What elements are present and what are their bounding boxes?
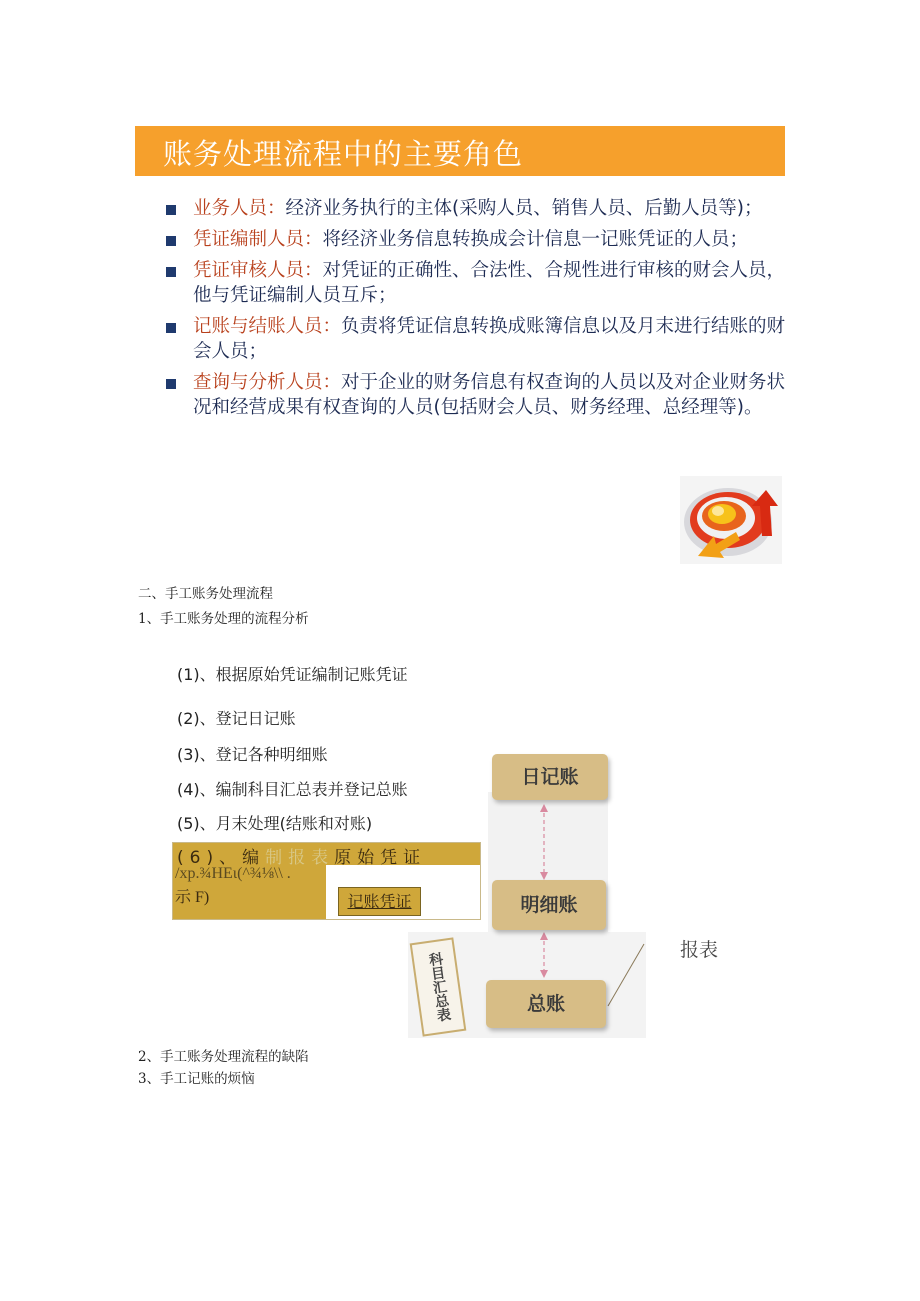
- subsection-heading: 2、手工账务处理流程的缺陷: [138, 1049, 309, 1065]
- role-name: 凭证编制人员：: [193, 229, 323, 250]
- voucher-label: 记账凭证: [338, 887, 421, 916]
- section-banner: [135, 126, 785, 176]
- square-bullet-icon: [166, 236, 176, 246]
- step6-garbled-text: 示 F): [175, 889, 210, 906]
- report-label: 报表: [680, 939, 719, 961]
- role-name: 记账与结账人员：: [193, 316, 342, 337]
- step6-garbled-text: /xp.¾HEι(^¾⅛\\ .: [175, 865, 291, 882]
- subsection-heading: 1、手工账务处理的流程分析: [138, 611, 309, 627]
- square-bullet-icon: [166, 205, 176, 215]
- list-item: [166, 258, 791, 308]
- list-item: [166, 227, 791, 252]
- detail-ledger-box: 明细账: [492, 880, 606, 930]
- banner-title: 账务处理流程中的主要角色: [163, 137, 524, 171]
- list-item: [166, 314, 791, 364]
- role-description: 对凭证的正确性、合法性、合规性进行审核的财会人员，他与凭证编制人员互斥；: [193, 260, 786, 306]
- spiral-logo-icon: [680, 476, 782, 564]
- role-description: 对于企业的财务信息有权查询的人员以及对企业财务状况和经营成果有权查询的人员(包括财会人员、财务经理、总经理等)。: [193, 372, 786, 418]
- square-bullet-icon: [166, 323, 176, 333]
- list-item: [166, 370, 791, 420]
- step-item: (1)、根据原始凭证编制记账凭证: [177, 665, 408, 684]
- step6-heading: (6)、编制报表原始凭证: [177, 848, 427, 868]
- square-bullet-icon: [166, 379, 176, 389]
- subsection-heading: 3、手工记账的烦恼: [138, 1071, 255, 1087]
- square-bullet-icon: [166, 267, 176, 277]
- role-description: 将经济业务信息转换成会计信息一记账凭证的人员；: [322, 229, 749, 250]
- general-ledger-box: 总账: [486, 980, 606, 1028]
- step-item: (4)、编制科目汇总表并登记总账: [177, 780, 408, 799]
- role-name: 查询与分析人员：: [193, 372, 342, 393]
- step-item: (5)、月末处理(结账和对账): [177, 814, 373, 833]
- role-description: 负责将凭证信息转换成账簿信息以及月末进行结账的财会人员；: [193, 316, 786, 362]
- step-item: (3)、登记各种明细账: [177, 745, 328, 764]
- role-description: 经济业务执行的主体(采购人员、销售人员、后勤人员等)；: [285, 198, 763, 219]
- role-name: 业务人员：: [193, 198, 286, 219]
- summary-table-label: 科目汇总表: [410, 937, 467, 1036]
- roles-list: [166, 196, 791, 426]
- list-item: [166, 196, 791, 221]
- section-heading: 二、手工账务处理流程: [138, 586, 273, 602]
- daily-journal-box: 日记账: [492, 754, 608, 800]
- role-name: 凭证审核人员：: [193, 260, 323, 281]
- ledger-flow-diagram: [408, 752, 648, 1038]
- step-item: (2)、登记日记账: [177, 709, 296, 728]
